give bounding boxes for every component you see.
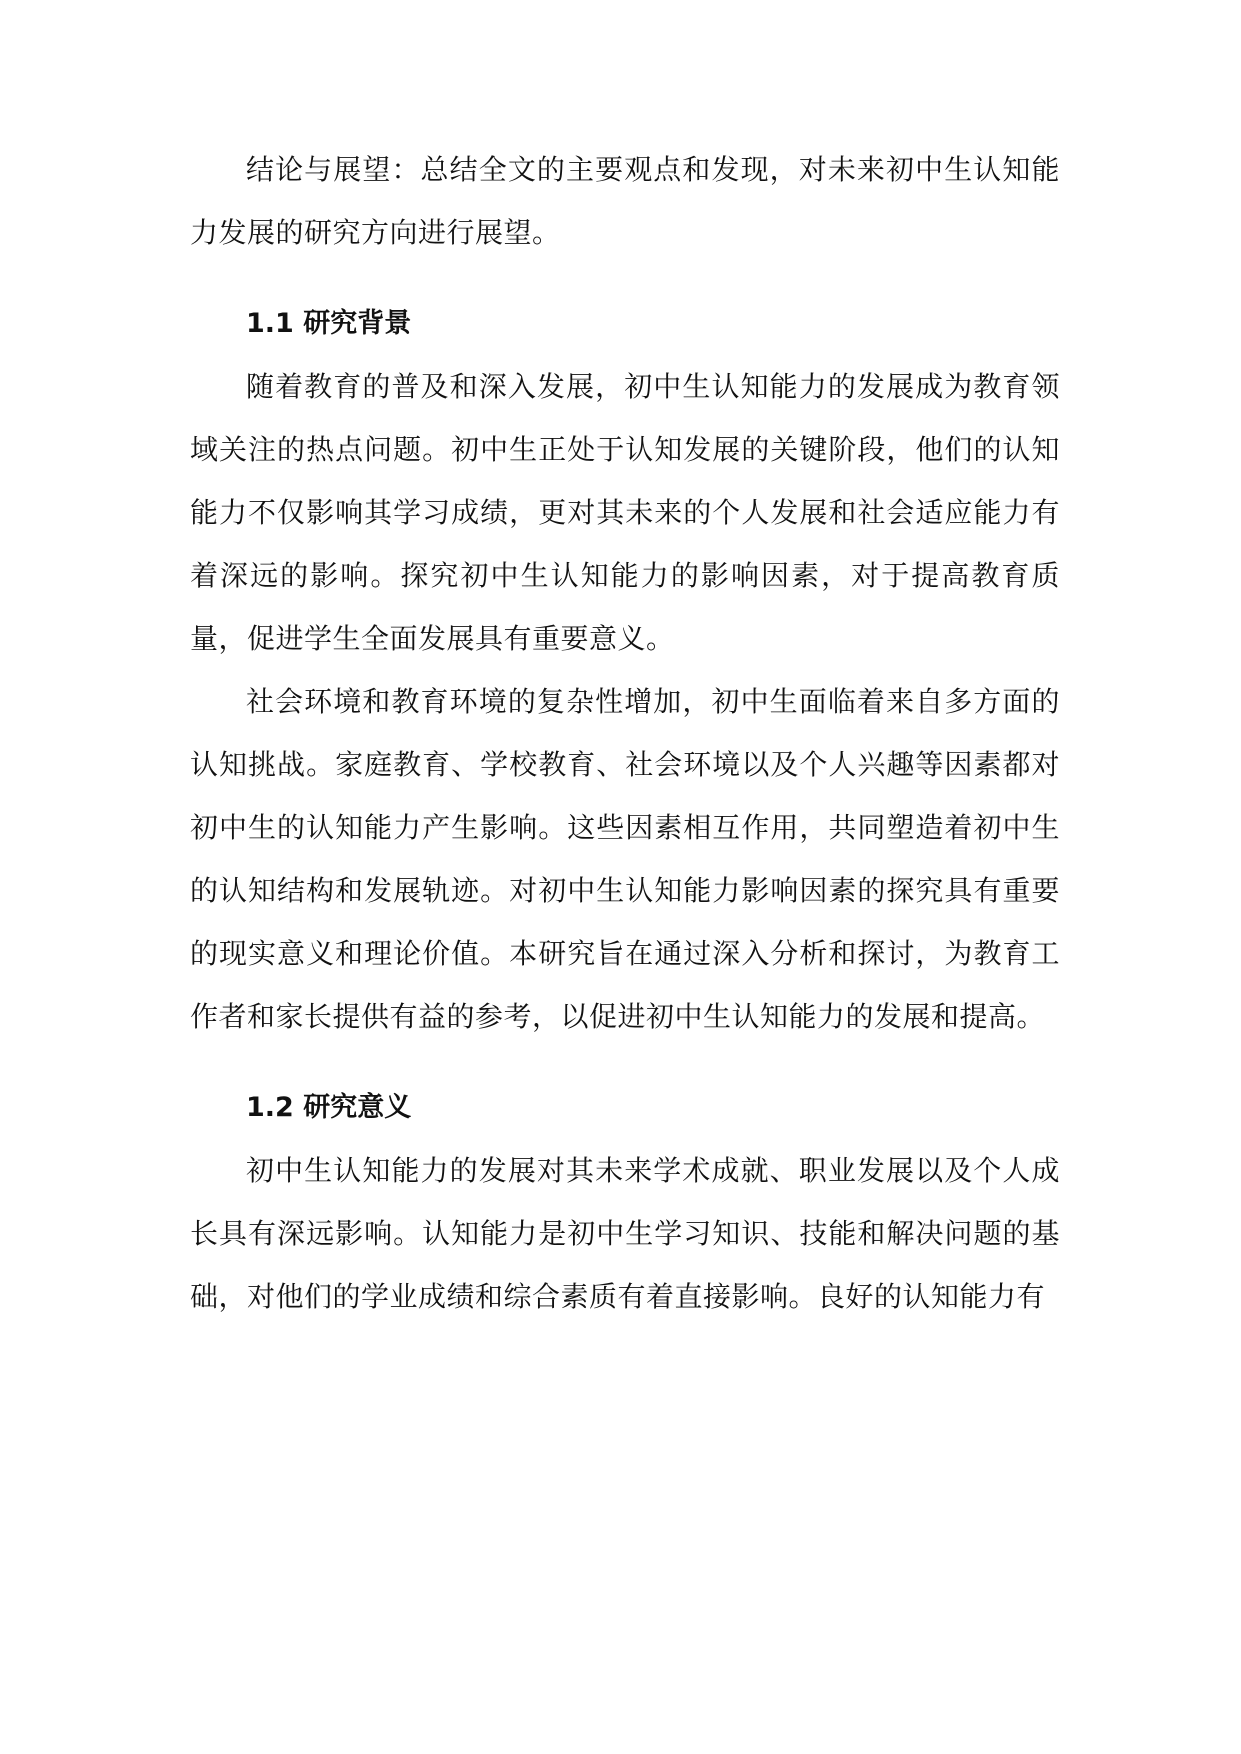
document-body [190, 138, 1060, 1328]
intro-paragraph: 结论与展望：总结全文的主要观点和发现，对未来初中生认知能力发展的研究方向进行展望。 [190, 153, 1060, 249]
section-1-2-paragraph-1: 初中生认知能力的发展对其未来学术成就、职业发展以及个人成长具有深远影响。认知能力是初中生学习知识、技能和解决问题的基础，对他们的学业成绩和综合素质有着直接影响。良好的认知能力有 [190, 1154, 1060, 1313]
section-1-1-paragraph-2: 社会环境和教育环境的复杂性增加，初中生面临着来自多方面的认知挑战。家庭教育、学校教育、社会环境以及个人兴趣等因素都对初中生的认知能力产生影响。这些因素相互作用，共同塑造着初中生的认知结构和发展轨迹。对初中生认知能力影响因素的探究具有重要的现实意义和理论价值。本研究旨在通过深入分析和探讨，为教育工作者和家长提供有益的参考，以促进初中生认知能力的发展和提高。 [190, 685, 1060, 1033]
section-heading-1-2: 1.2 研究意义 [246, 1092, 412, 1123]
section-1-1-paragraph-1: 随着教育的普及和深入发展，初中生认知能力的发展成为教育领域关注的热点问题。初中生正处于认知发展的关键阶段，他们的认知能力不仅影响其学习成绩，更对其未来的个人发展和社会适应能力有着深远的影响。探究初中生认知能力的影响因素，对于提高教育质量，促进学生全面发展具有重要意义。 [190, 370, 1060, 655]
section-heading-1-1: 1.1 研究背景 [246, 308, 412, 339]
